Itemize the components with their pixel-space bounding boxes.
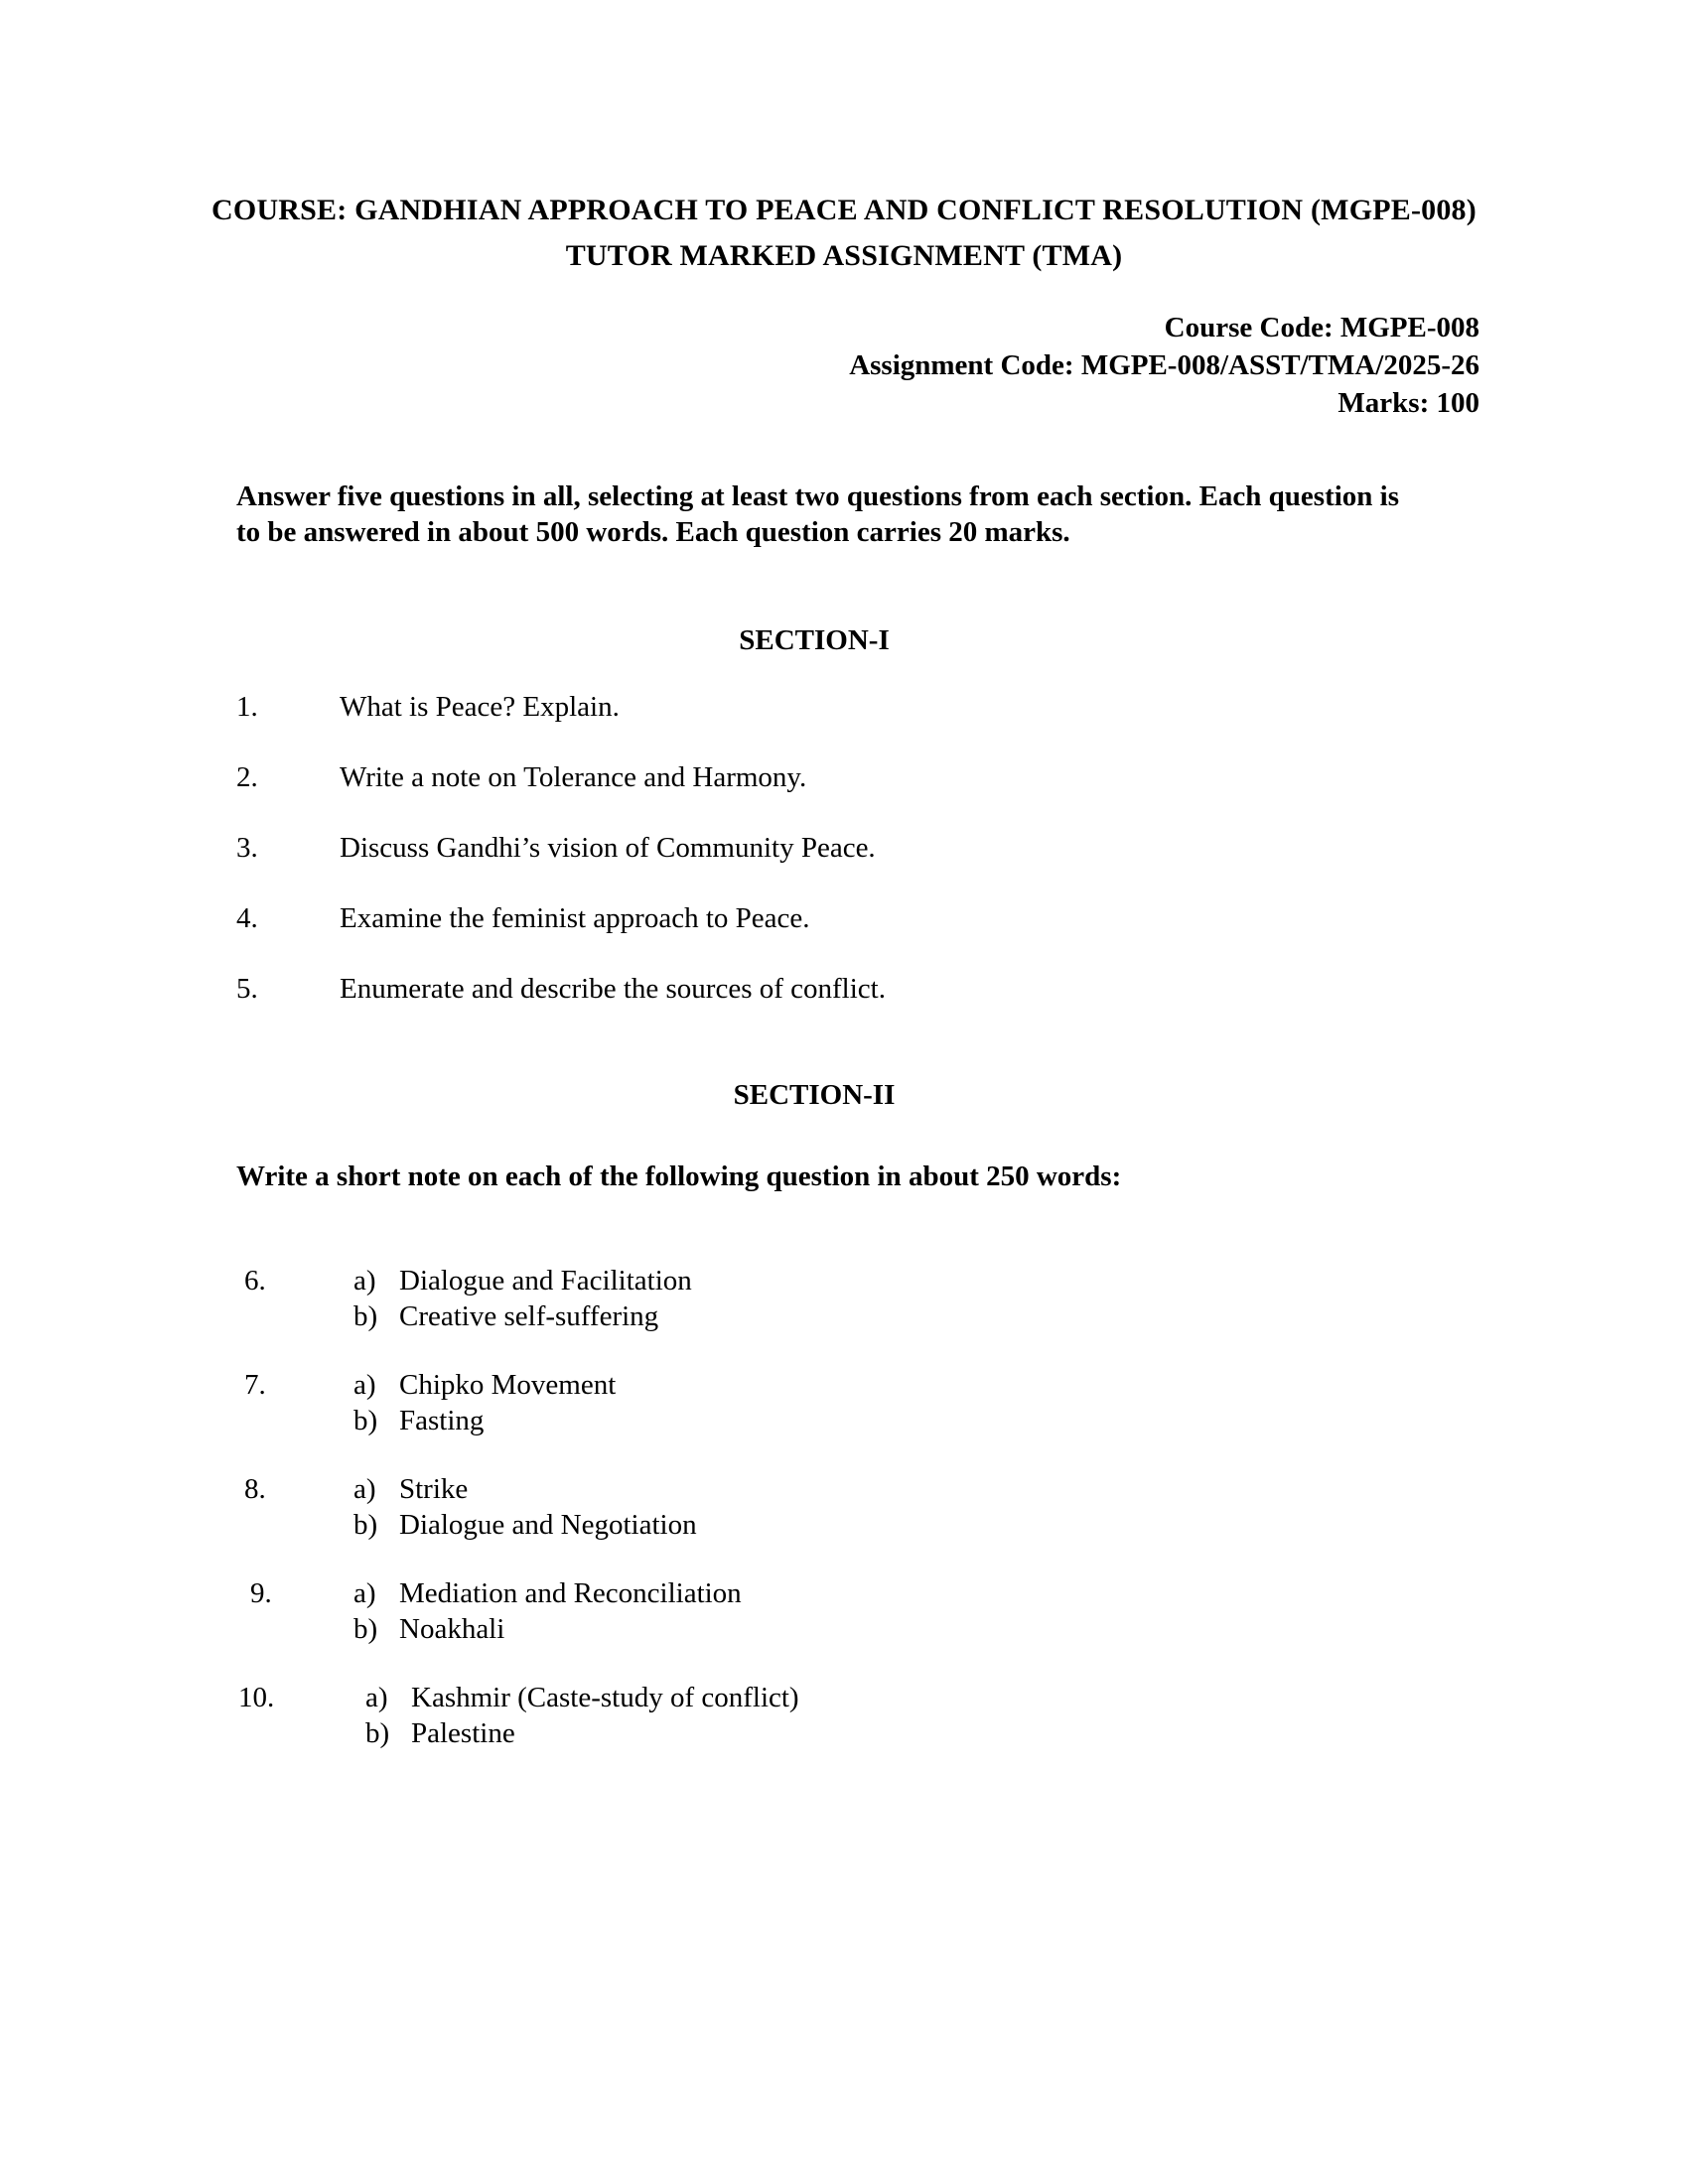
subitem-label: b) bbox=[353, 1509, 378, 1541]
instructions-line-2: to be answered in about 500 words. Each question carries 20 marks. bbox=[236, 516, 1070, 548]
marks-total: Marks: 100 bbox=[1337, 387, 1479, 419]
section-2-heading: SECTION-II bbox=[733, 1079, 896, 1111]
question-number-spacer bbox=[236, 1715, 353, 1751]
question-row-4 bbox=[236, 884, 1589, 954]
section-2-questions bbox=[236, 1263, 1589, 1784]
subitem-text: Creative self-suffering bbox=[399, 1300, 659, 1332]
question-text: Examine the feminist approach to Peace. bbox=[340, 902, 810, 934]
question-number: 7. bbox=[244, 1369, 266, 1401]
subitem-label: a) bbox=[353, 1369, 376, 1401]
subitem-label: a) bbox=[365, 1682, 388, 1713]
question-block-8 bbox=[236, 1471, 1589, 1543]
course-title: COURSE: GANDHIAN APPROACH TO PEACE AND CONFLICT RESOLUTION (MGPE-008) bbox=[211, 194, 1477, 226]
question-text: Enumerate and describe the sources of conflict. bbox=[340, 973, 886, 1005]
question-subrow-b bbox=[236, 1403, 1589, 1438]
subitem-text: Mediation and Reconciliation bbox=[399, 1577, 742, 1609]
subitem-label: a) bbox=[353, 1577, 376, 1609]
question-subrow-a bbox=[236, 1471, 1589, 1507]
question-number: 5. bbox=[236, 973, 258, 1005]
question-block-7 bbox=[236, 1367, 1589, 1438]
question-text: Write a note on Tolerance and Harmony. bbox=[340, 761, 807, 793]
subitem-label: a) bbox=[353, 1265, 376, 1297]
question-row-3 bbox=[236, 813, 1589, 884]
instructions-line-1: Answer five questions in all, selecting at least two questions from each section. Each question is bbox=[236, 480, 1400, 512]
question-number: 9. bbox=[250, 1577, 272, 1609]
subitem-text: Noakhali bbox=[399, 1613, 505, 1645]
course-code: Course Code: MGPE-008 bbox=[1164, 312, 1479, 343]
question-subrow-a bbox=[236, 1367, 1589, 1403]
document-title-block bbox=[0, 188, 1688, 279]
question-row-2 bbox=[236, 743, 1589, 813]
question-subrow-a bbox=[236, 1680, 1589, 1715]
question-text: Discuss Gandhi’s vision of Community Peace. bbox=[340, 832, 876, 864]
question-row-1 bbox=[236, 672, 1589, 743]
question-number: 2. bbox=[236, 761, 258, 793]
section-1-questions bbox=[236, 672, 1589, 1024]
question-number-spacer bbox=[236, 1507, 353, 1543]
question-number: 10. bbox=[238, 1682, 275, 1713]
question-number: 4. bbox=[236, 902, 258, 934]
question-number-spacer bbox=[236, 1611, 353, 1647]
question-subrow-a bbox=[236, 1575, 1589, 1611]
question-subrow-b bbox=[236, 1715, 1589, 1751]
question-block-6 bbox=[236, 1263, 1589, 1334]
question-subrow-b bbox=[236, 1298, 1589, 1334]
question-subrow-a bbox=[236, 1263, 1589, 1298]
subitem-text: Chipko Movement bbox=[399, 1369, 617, 1401]
question-number: 3. bbox=[236, 832, 258, 864]
question-number-spacer bbox=[236, 1298, 353, 1334]
codes-block bbox=[849, 309, 1479, 422]
subitem-label: b) bbox=[353, 1300, 378, 1332]
subitem-label: a) bbox=[353, 1473, 376, 1505]
subitem-label: b) bbox=[353, 1613, 378, 1645]
question-number: 1. bbox=[236, 691, 258, 723]
subitem-text: Kashmir (Caste-study of conflict) bbox=[411, 1682, 799, 1713]
assignment-code: Assignment Code: MGPE-008/ASST/TMA/2025-26 bbox=[849, 349, 1479, 381]
subitem-text: Fasting bbox=[399, 1405, 485, 1436]
question-subrow-b bbox=[236, 1611, 1589, 1647]
subitem-label: b) bbox=[353, 1405, 378, 1436]
question-row-5 bbox=[236, 954, 1589, 1024]
subitem-label: b) bbox=[365, 1717, 390, 1749]
question-text: What is Peace? Explain. bbox=[340, 691, 620, 723]
question-number: 6. bbox=[244, 1265, 266, 1297]
question-number-spacer bbox=[236, 1403, 353, 1438]
subitem-text: Palestine bbox=[411, 1717, 515, 1749]
question-block-10 bbox=[236, 1680, 1589, 1751]
subitem-text: Strike bbox=[399, 1473, 469, 1505]
question-number: 8. bbox=[244, 1473, 266, 1505]
subitem-text: Dialogue and Facilitation bbox=[399, 1265, 692, 1297]
section-1-heading: SECTION-I bbox=[739, 624, 890, 656]
question-subrow-b bbox=[236, 1507, 1589, 1543]
instructions-text bbox=[236, 478, 1517, 550]
section-2-note: Write a short note on each of the following question in about 250 words: bbox=[236, 1160, 1122, 1192]
assignment-subtitle: TUTOR MARKED ASSIGNMENT (TMA) bbox=[565, 239, 1123, 272]
question-block-9 bbox=[236, 1575, 1589, 1647]
subitem-text: Dialogue and Negotiation bbox=[399, 1509, 697, 1541]
